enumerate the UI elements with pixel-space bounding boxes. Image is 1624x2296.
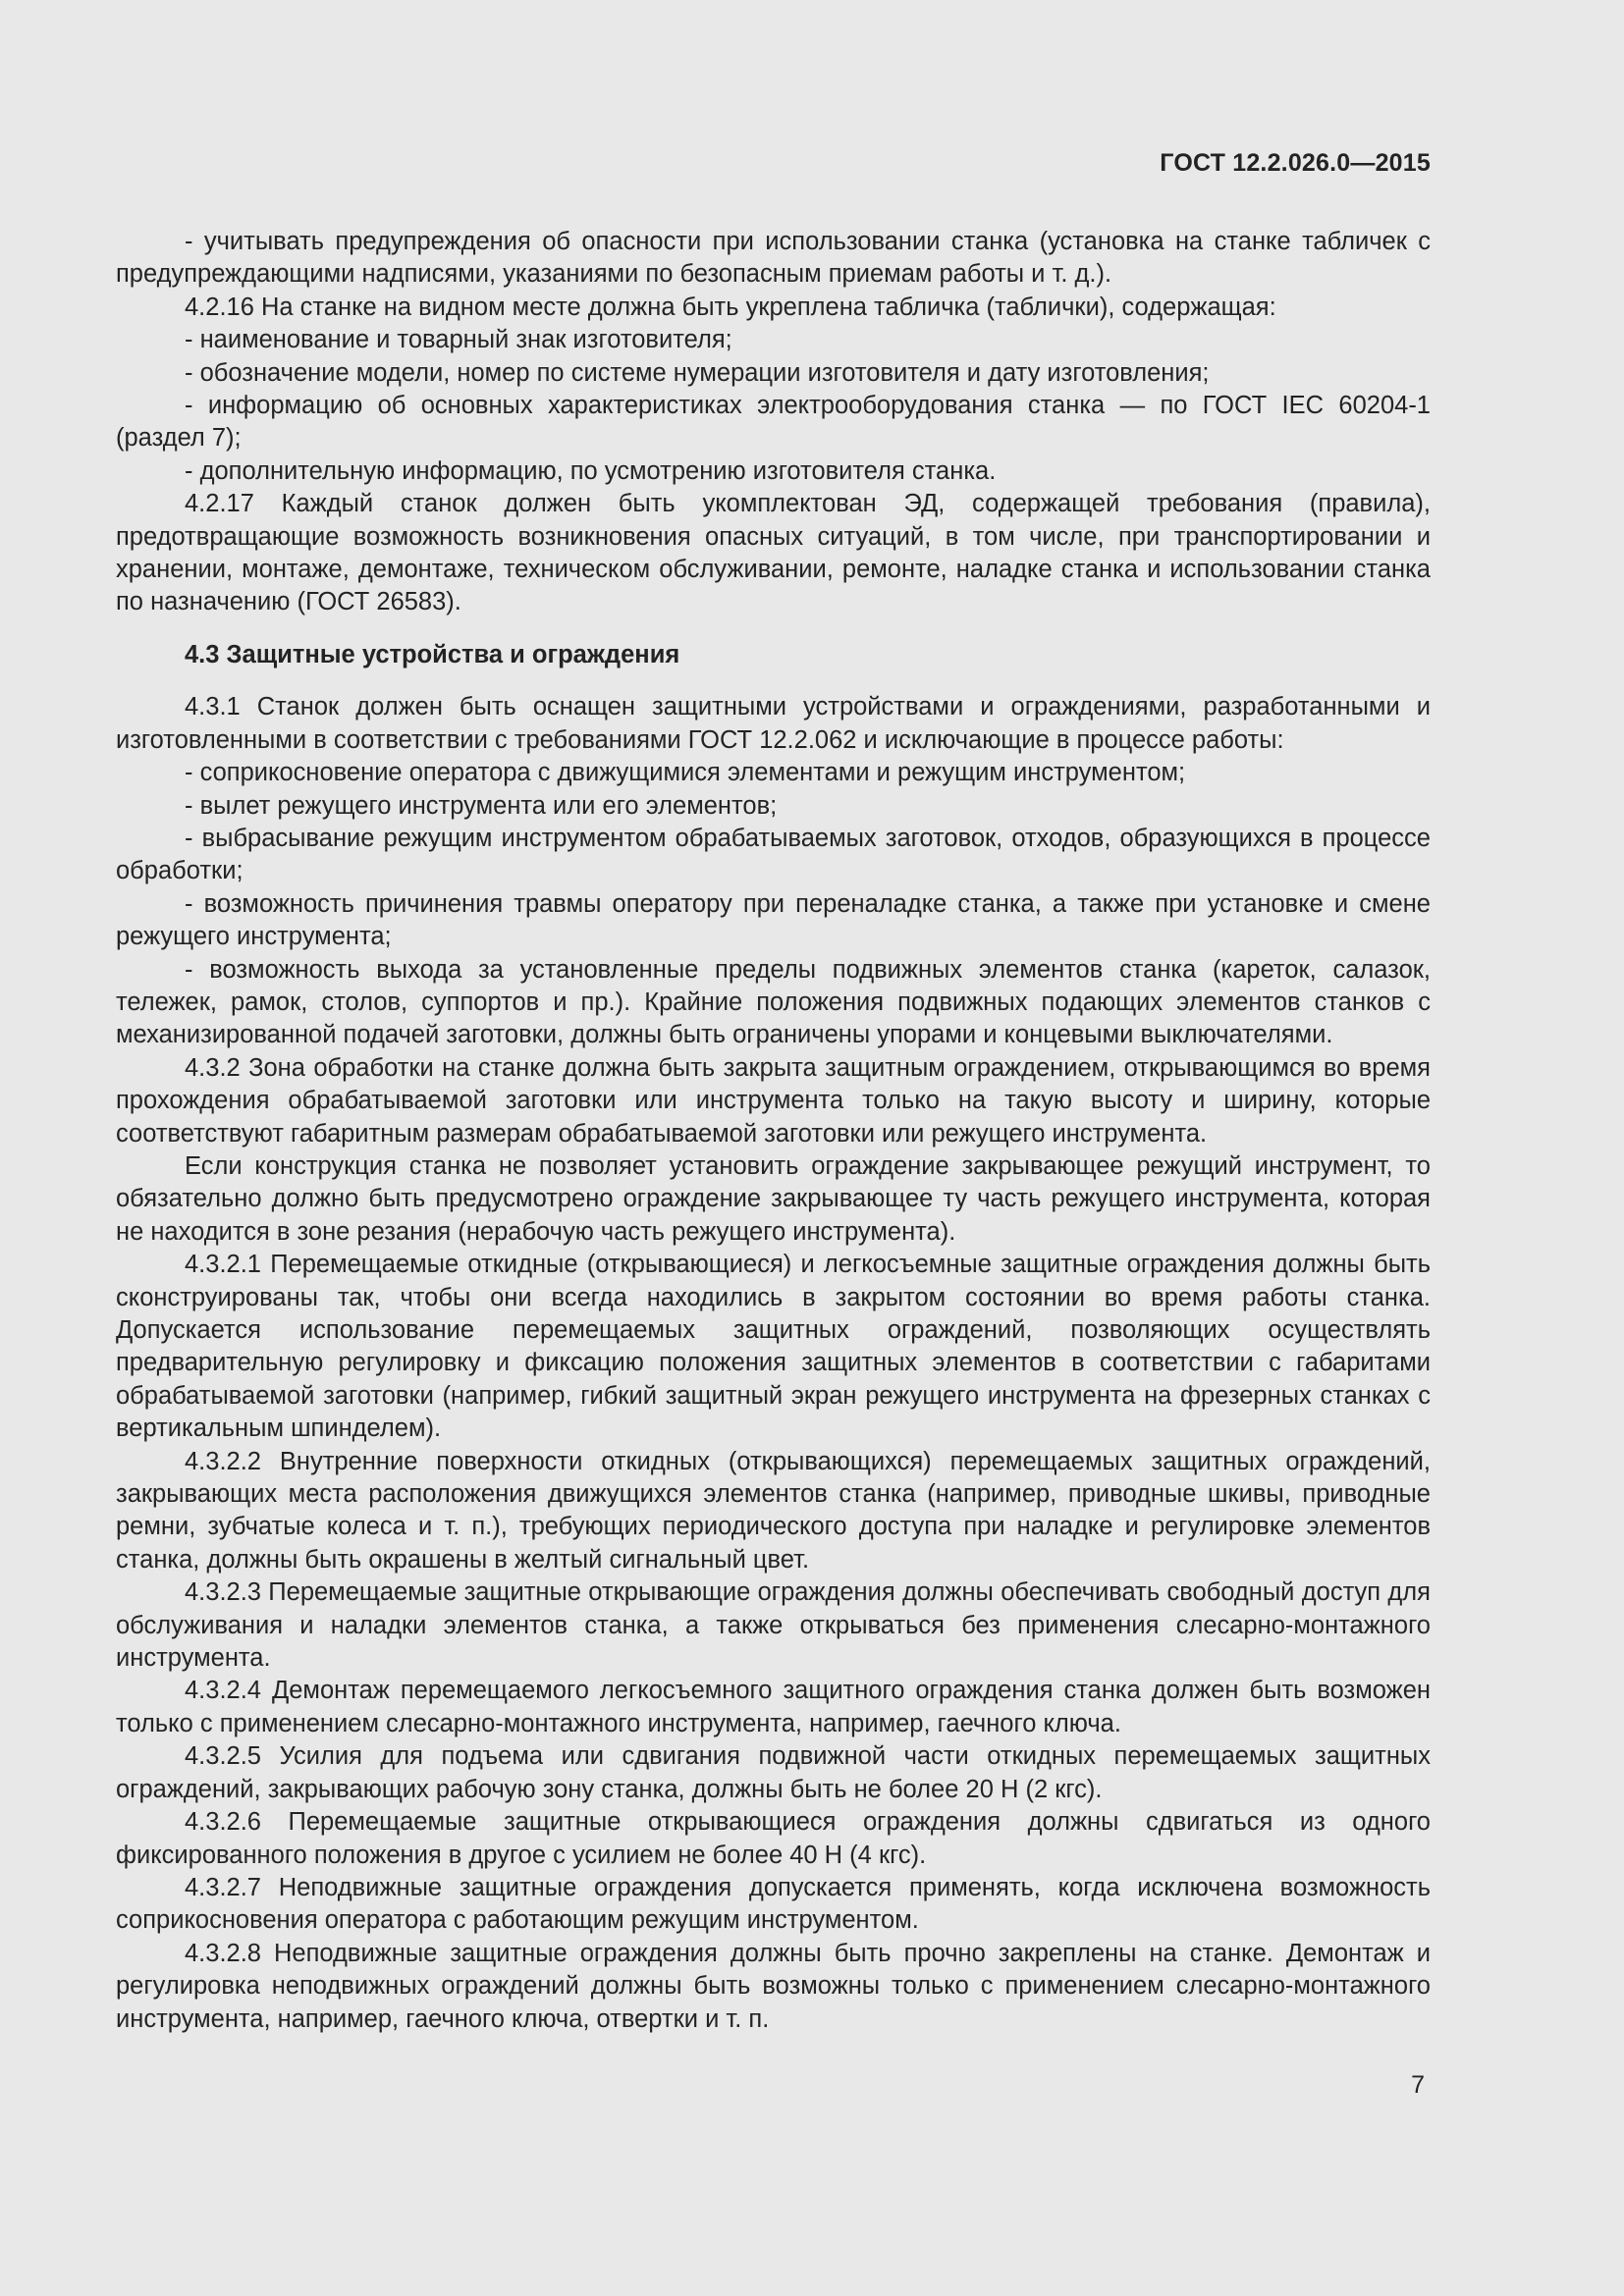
paragraph: 4.3.2.6 Перемещаемые защитные открывающиеся ограждения должны сдвигаться из одного фиксированного положения в другое с усилием не более 40 Н (4 кгс). <box>116 1808 1431 1869</box>
paragraph: 4.3.2.4 Демонтаж перемещаемого легкосъемного защитного ограждения станка должен быть возможен только с применением слесарно-монтажного инструмента, например, гаечного ключа. <box>116 1677 1431 1737</box>
paragraph: - возможность выхода за установленные пределы подвижных элементов станка (кареток, салазок, тележек, рамок, столов, суппортов и пр.). Крайние положения подвижных подающих элементов станков с механизированной подачей заготовки, должны быть ограничены упорами и концевыми выключателями. <box>116 955 1431 1049</box>
paragraph: 4.3.2.3 Перемещаемые защитные открывающие ограждения должны обеспечивать свободный доступ для обслуживания и наладки элементов станка, а также открываться без применения слесарно-монтажного инструмента. <box>116 1578 1431 1673</box>
paragraph: 4.3.1 Станок должен быть оснащен защитными устройствами и ограждениями, разработанными и изготовленными в соответствии с требованиями ГОСТ 12.2.062 и исключающие в процессе работы: <box>116 693 1431 754</box>
paragraph: 4.3.2.5 Усилия для подъема или сдвигания подвижной части откидных перемещаемых защитных ограждений, закрывающих рабочую зону станка, должны быть не более 20 Н (2 кгс). <box>116 1742 1431 1803</box>
paragraph: 4.3.2 Зона обработки на станке должна быть закрыта защитным ограждением, открывающимся во время прохождения обрабатываемой заготовки или инструмента только на такую высоту и ширину, которые соответствуют габаритным размерам обрабатываемой заготовки или режущего инструмента. <box>116 1053 1431 1148</box>
paragraph: - наименование и товарный знак изготовителя; <box>185 326 732 354</box>
paragraph: 4.3.2.7 Неподвижные защитные ограждения допускается применять, когда исключена возможность соприкосновения оператора с работающим режущим инструментом. <box>116 1873 1431 1935</box>
page-number: 7 <box>1411 2071 1425 2099</box>
paragraph: - соприкосновение оператора с движущимися элементами и режущим инструментом; <box>185 759 1186 787</box>
paragraph: 4.3.2.8 Неподвижные защитные ограждения должны быть прочно закреплены на станке. Демонтаж и регулировка неподвижных ограждений должны быть возможны только с применением слесарно-монтажного инструмента, например, гаечного ключа, отвертки и т. п. <box>116 1939 1431 2033</box>
section-heading: 4.3 Защитные устройства и ограждения <box>185 640 680 668</box>
paragraph: - дополнительную информацию, по усмотрению изготовителя станка. <box>185 456 997 485</box>
paragraph: - вылет режущего инструмента или его элементов; <box>185 791 778 820</box>
paragraph: 4.2.16 На станке на видном месте должна быть укреплена табличка (таблички), содержащая: <box>185 293 1276 321</box>
paragraph: - возможность причинения травмы оператору при переналадке станка, а также при установке и смене режущего инструмента; <box>116 889 1431 951</box>
paragraph: Если конструкция станка не позволяет установить ограждение закрывающее режущий инструмент, то обязательно должно быть предусмотрено ограждение закрывающее ту часть режущего инструмента, которая не находится в зоне резания (нерабочую часть режущего инструмента). <box>116 1151 1431 1246</box>
paragraph: - выбрасывание режущим инструментом обрабатываемых заготовок, отходов, образующихся в процессе обработки; <box>116 824 1431 885</box>
paragraph: - информацию об основных характеристиках электрооборудования станка — по ГОСТ IEC 60204-1 (раздел 7); <box>116 392 1431 453</box>
paragraph: 4.3.2.2 Внутренние поверхности откидных (открывающихся) перемещаемых защитных ограждений, закрывающих места расположения движущихся элементов станка (например, приводные шкивы, приводные ремни, зубчатые колеса и т. п.), требующих периодического доступа при наладке и регулировке элементов станка, должны быть окрашены в желтый сигнальный цвет. <box>116 1447 1431 1574</box>
document-header: ГОСТ 12.2.026.0—2015 <box>1160 149 1431 177</box>
paragraph: 4.2.17 Каждый станок должен быть укомплектован ЭД, содержащей требования (правила), предотвращающие возможность возникновения опасных ситуаций, в том числе, при транспортировании и хранении, монтаже, демонтаже, техническом обслуживании, ремонте, наладке станка и использовании станка по назначению (ГОСТ 26583). <box>116 490 1431 616</box>
document-body <box>116 226 1431 2036</box>
paragraph: - обозначение модели, номер по системе нумерации изготовителя и дату изготовления; <box>185 358 1210 387</box>
paragraph: 4.3.2.1 Перемещаемые откидные (открывающиеся) и легкосъемные защитные ограждения должны быть сконструированы так, чтобы они всегда находились в закрытом состоянии во время работы станка. Допускается использование перемещаемых защитных ограждений, позволяющих осуществлять предварительную регулировку и фиксацию положения защитных элементов в соответствии с габаритами обрабатываемой заготовки (например, гибкий защитный экран режущего инструмента на фрезерных станках с вертикальным шпинделем). <box>116 1251 1431 1443</box>
paragraph: - учитывать предупреждения об опасности при использовании станка (установка на станке табличек с предупреждающими надписями, указаниями по безопасным приемам работы и т. д.). <box>116 228 1431 289</box>
